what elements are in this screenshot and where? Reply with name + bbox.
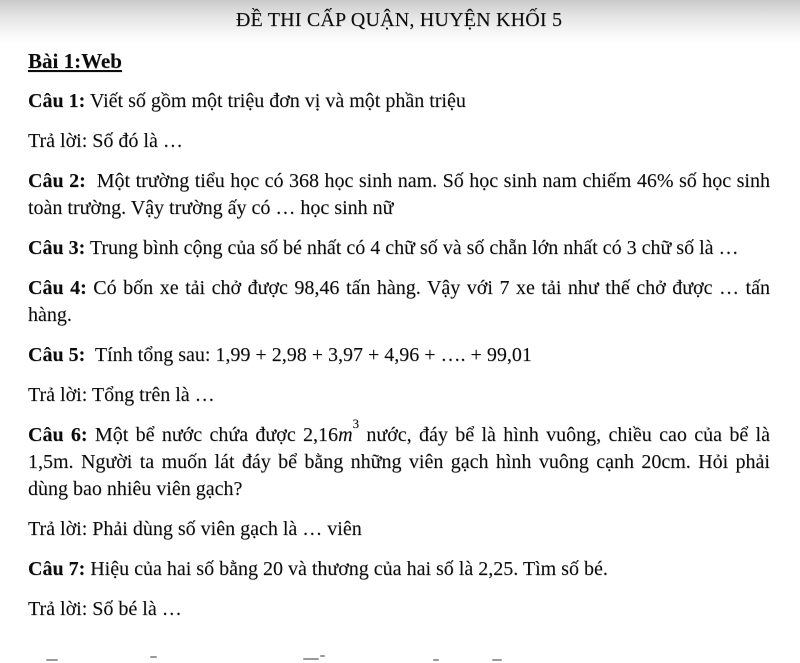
answer-line-5: Trả lời: Tổng trên là … <box>28 384 215 406</box>
question-3 <box>28 235 770 262</box>
section-heading: Bài 1:Web <box>28 49 122 73</box>
question-5 <box>28 342 770 369</box>
cutoff-text-fragment <box>433 659 439 661</box>
question-7-label: Câu 7: <box>28 558 86 580</box>
cutoff-text-fragment <box>150 656 157 658</box>
question-5-text: Tính tổng sau: 1,99 + 2,98 + 3,97 + 4,96 + …. + 99,01 <box>85 344 532 366</box>
question-4-text: Có bốn xe tải chở được 98,46 tấn hàng. Vậy với 7 xe tải như thế chở được … tấn hàng. <box>28 277 770 326</box>
cutoff-text-fragment <box>46 659 58 661</box>
question-1-text: Viết số gồm một triệu đơn vị và một phần triệu <box>85 90 466 112</box>
cutoff-text-fragment <box>303 658 319 660</box>
question-3-label: Câu 3: <box>28 237 86 259</box>
question-3-text: Trung bình cộng của số bé nhất có 4 chữ số và số chẵn lớn nhất có 3 chữ số là … <box>85 237 739 259</box>
question-6-text-before: Một bể nước chứa được 2,16 <box>87 424 339 446</box>
answer-line-7: Trả lời: Số bé là … <box>28 598 182 620</box>
question-2 <box>28 168 770 222</box>
question-5-label: Câu 5: <box>28 344 86 366</box>
cutoff-text-fragment <box>492 659 502 661</box>
cutoff-text-fragment <box>320 655 325 657</box>
question-6-label: Câu 6: <box>28 424 88 446</box>
page-title: ĐỀ THI CẤP QUẬN, HUYỆN KHỐI 5 <box>235 9 563 31</box>
answer-line-1: Trả lời: Số đó là … <box>28 130 183 152</box>
cutoff-next-line-fragments <box>0 653 800 663</box>
question-1 <box>28 88 770 115</box>
question-7-text: Hiệu của hai số bằng 20 và thương của hai số là 2,25. Tìm số bé. <box>85 558 608 580</box>
question-2-label: Câu 2: <box>28 170 86 192</box>
formula-variable-m: m <box>338 424 353 446</box>
question-6 <box>28 415 770 503</box>
answer-line-6: Trả lời: Phải dùng số viên gạch là … viên <box>28 518 362 540</box>
question-2-text: Một trường tiểu học có 368 học sinh nam. Số học sinh nam chiếm 46% số học sinh toàn trường. Vậy trường ấy có … học sinh nữ <box>28 170 770 219</box>
question-4-label: Câu 4: <box>28 277 87 299</box>
question-6-text-after: nước, đáy bể là hình vuông, chiều cao của bể là 1,5m. Người ta muốn lát đáy bể bằng những viên gạch hình vuông cạnh 20cm. Hỏi phải dùng bao nhiêu viên gạch? <box>28 424 770 500</box>
formula-superscript-3: 3 <box>352 415 360 431</box>
question-1-label: Câu 1: <box>28 90 86 112</box>
question-4 <box>28 275 770 329</box>
question-7 <box>28 556 770 583</box>
